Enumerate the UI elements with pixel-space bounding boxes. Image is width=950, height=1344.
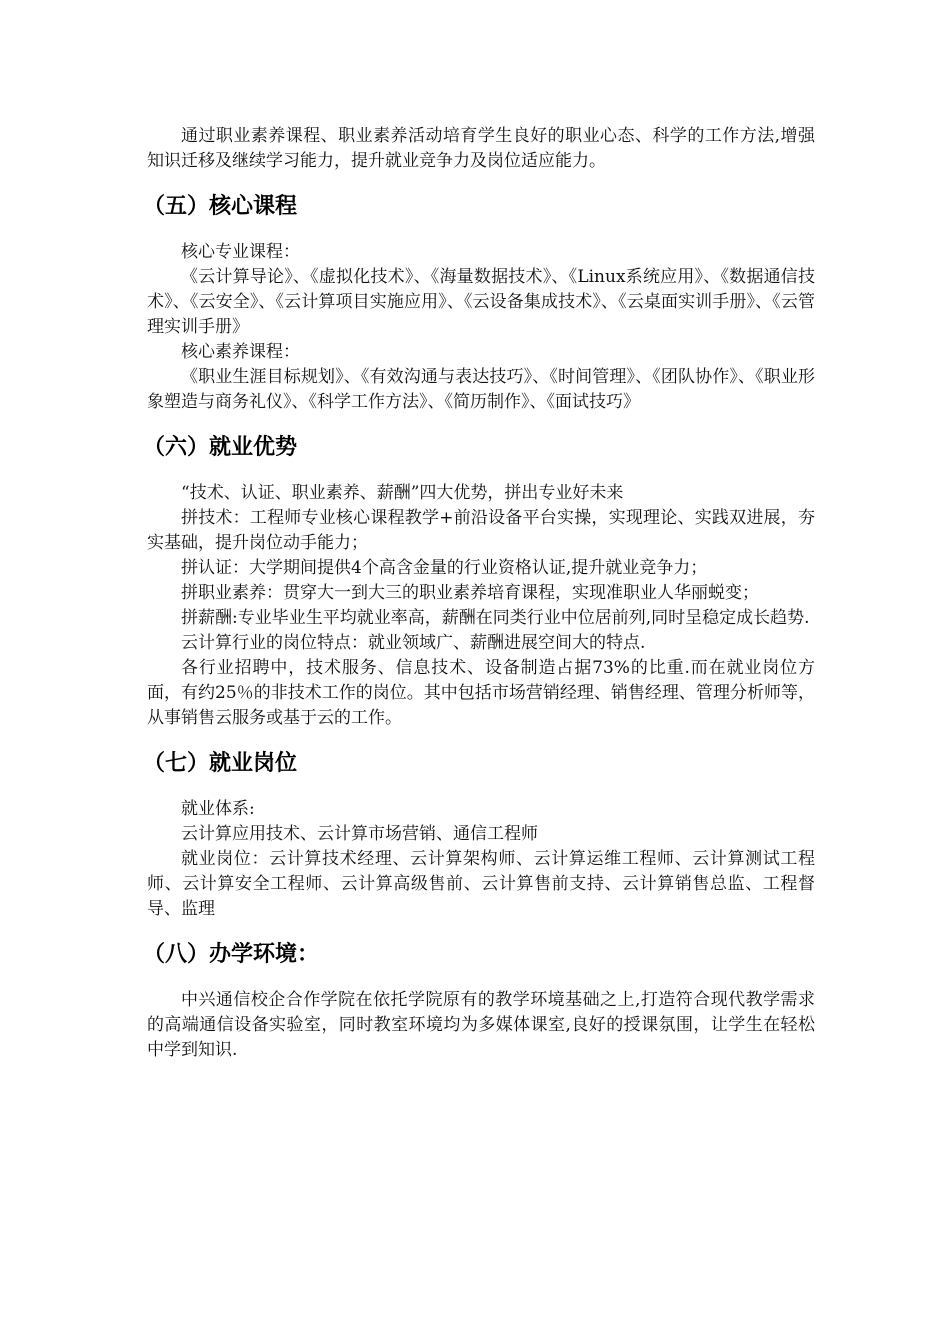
school-environment-paragraph: 中兴通信校企合作学院在依托学院原有的教学环境基础之上,打造符合现代教学需求的高端通信设备实验室，同时教室环境均为多媒体课室,良好的授课氛围，让学生在轻松中学到知识.	[147, 990, 815, 1060]
employment-positions: 就业岗位：云计算技术经理、云计算架构师、云计算运维工程师、云计算测试工程师、云计算安全工程师、云计算高级售前、云计算售前支持、云计算销售总监、工程督导、监理	[147, 849, 815, 919]
core-quality-courses-list: 《职业生涯目标规划》、《有效沟通与表达技巧》、《时间管理》、《团队协作》、《职业形象塑造与商务礼仪》、《科学工作方法》、《简历制作》、《面试技巧》	[147, 367, 815, 412]
advantage-salary: 拼薪酬:专业毕业生平均就业率高，薪酬在同类行业中位居前列,同时呈稳定成长趋势.	[181, 608, 810, 628]
employment-system-list: 云计算应用技术、云计算市场营销、通信工程师	[181, 824, 538, 844]
document-content	[143, 124, 815, 1063]
section-5-heading: （五）核心课程	[143, 194, 298, 219]
advantage-technology: 拼技术：工程师专业核心课程教学+前沿设备平台实操，实现理论、实践双进展，夯实基础，提升岗位动手能力；	[147, 508, 815, 553]
intro-paragraph: 通过职业素养课程、职业素养活动培育学生良好的职业心态、科学的工作方法,增强知识迁移及继续学习能力，提升就业竞争力及岗位适应能力。	[147, 126, 815, 171]
section-7-heading: （七）就业岗位	[143, 751, 298, 776]
section-6-heading: （六）就业优势	[143, 435, 298, 460]
industry-recruitment-stats: 各行业招聘中，技术服务、信息技术、设备制造占据73%的比重.而在就业岗位方面，有约25％的非技术工作的岗位。其中包括市场营销经理、销售经理、管理分析师等，从事销售云服务或基于云的工作。	[147, 658, 815, 728]
section-6-body	[147, 481, 815, 731]
industry-job-features: 云计算行业的岗位特点：就业领域广、薪酬进展空间大的特点.	[181, 633, 646, 653]
advantages-intro: “技术、认证、职业素养、薪酬”四大优势，拼出专业好未来	[181, 483, 624, 503]
core-quality-courses-label: 核心素养课程：	[181, 342, 300, 362]
core-major-courses-label: 核心专业课程：	[181, 242, 300, 262]
advantage-certification: 拼认证：大学期间提供4个高含金量的行业资格认证,提升就业竞争力；	[181, 558, 708, 578]
section-7-body	[147, 797, 815, 922]
advantage-professionalism: 拼职业素养：贯穿大一到大三的职业素养培育课程，实现准职业人华丽蜕变；	[181, 583, 759, 603]
section-5-body	[147, 240, 815, 415]
section-8-heading: （八）办学环境：	[143, 942, 320, 967]
section-8-body	[147, 988, 815, 1063]
employment-system-label: 就业体系:	[181, 799, 255, 819]
core-major-courses-list: 《云计算导论》、《虚拟化技术》、《海量数据技术》、《Linux系统应用》、《数据通信技术》、《云安全》、《云计算项目实施应用》、《云设备集成技术》、《云桌面实训手册》、《云管理实训手册》	[147, 267, 815, 337]
